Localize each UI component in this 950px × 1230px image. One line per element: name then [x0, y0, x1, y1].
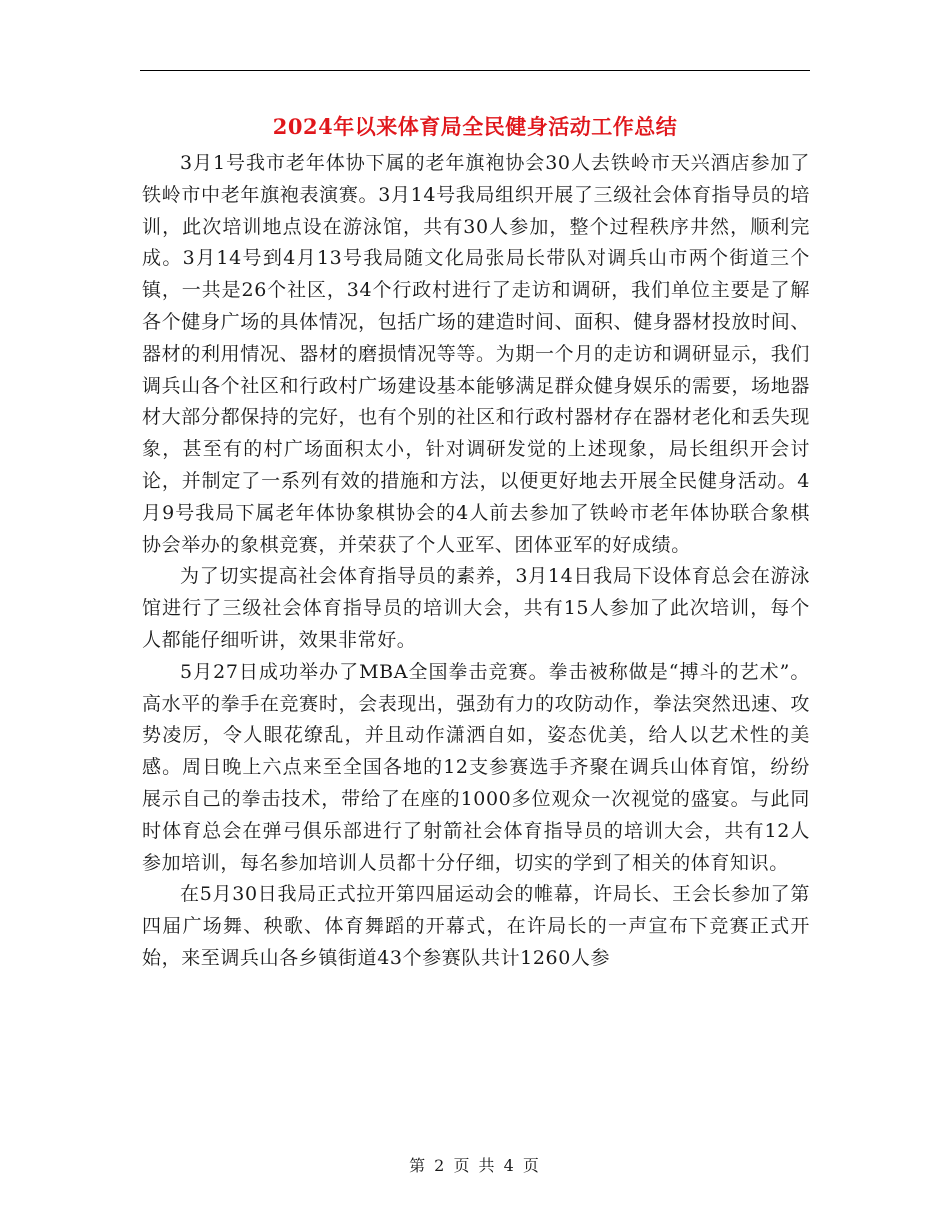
paragraph-1: 3月1号我市老年体协下属的老年旗袍协会30人去铁岭市天兴酒店参加了铁岭市中老年旗袍表演赛。3月14号我局组织开展了三级社会体育指导员的培训，此次培训地点设在游泳馆，共有30人参加，整个过程秩序井然，顺利完成。3月14号到4月13号我局随文化局张局长带队对调兵山市两个街道三个镇，一共是26个社区，34个行政村进行了走访和调研，我们单位主要是了解各个健身广场的具体情况，包括广场的建造时间、面积、健身器材投放时间、器材的利用情况、器材的磨损情况等等。为期一个月的走访和调研显示，我们调兵山各个社区和行政村广场建设基本能够满足群众健身娱乐的需要，场地器材大部分都保持的完好，也有个别的社区和行政村器材存在器材老化和丢失现象，甚至有的村广场面积太小，针对调研发觉的上述现象，局长组织开会讨论，并制定了一系列有效的措施和方法，以便更好地去开展全民健身活动。4月9号我局下属老年体协象棋协会的4人前去参加了铁岭市老年体协联合象棋协会举办的象棋竞赛，并荣获了个人亚军、团体亚军的好成绩。 — [142, 152, 810, 556]
paragraph-4: 在5月30日我局正式拉开第四届运动会的帷幕，许局长、王会长参加了第四届广场舞、秧歌、体育舞蹈的开幕式，在许局长的一声宣布下竞赛正式开始，来至调兵山各乡镇街道43个参赛队共计1260人参 — [142, 883, 810, 969]
document-body — [142, 148, 810, 975]
paragraph-2: 为了切实提高社会体育指导员的素养，3月14日我局下设体育总会在游泳馆进行了三级社会体育指导员的培训大会，共有15人参加了此次培训，每个人都能仔细听讲，效果非常好。 — [142, 565, 810, 651]
document-title: 2024年以来体育局全民健身活动工作总结 — [272, 114, 678, 139]
header-rule — [140, 70, 810, 71]
paragraph-3: 5月27日成功举办了MBA全国拳击竞赛。拳击被称做是“搏斗的艺术”。高水平的拳手在竞赛时，会表现出，强劲有力的攻防动作，拳法突然迅速、攻势凌厉，令人眼花缭乱，并且动作潇洒自如，姿态优美，给人以艺术性的美感。周日晚上六点来至全国各地的12支参赛选手齐聚在调兵山体育馆，纷纷展示自己的拳击技术，带给了在座的1000多位观众一次视觉的盛宴。与此同时体育总会在弹弓俱乐部进行了射箭社会体育指导员的培训大会，共有12人参加培训，每名参加培训人员都十分仔细，切实的学到了相关的体育知识。 — [142, 660, 810, 874]
page-number-footer: 第 2 页 共 4 页 — [409, 1156, 541, 1175]
